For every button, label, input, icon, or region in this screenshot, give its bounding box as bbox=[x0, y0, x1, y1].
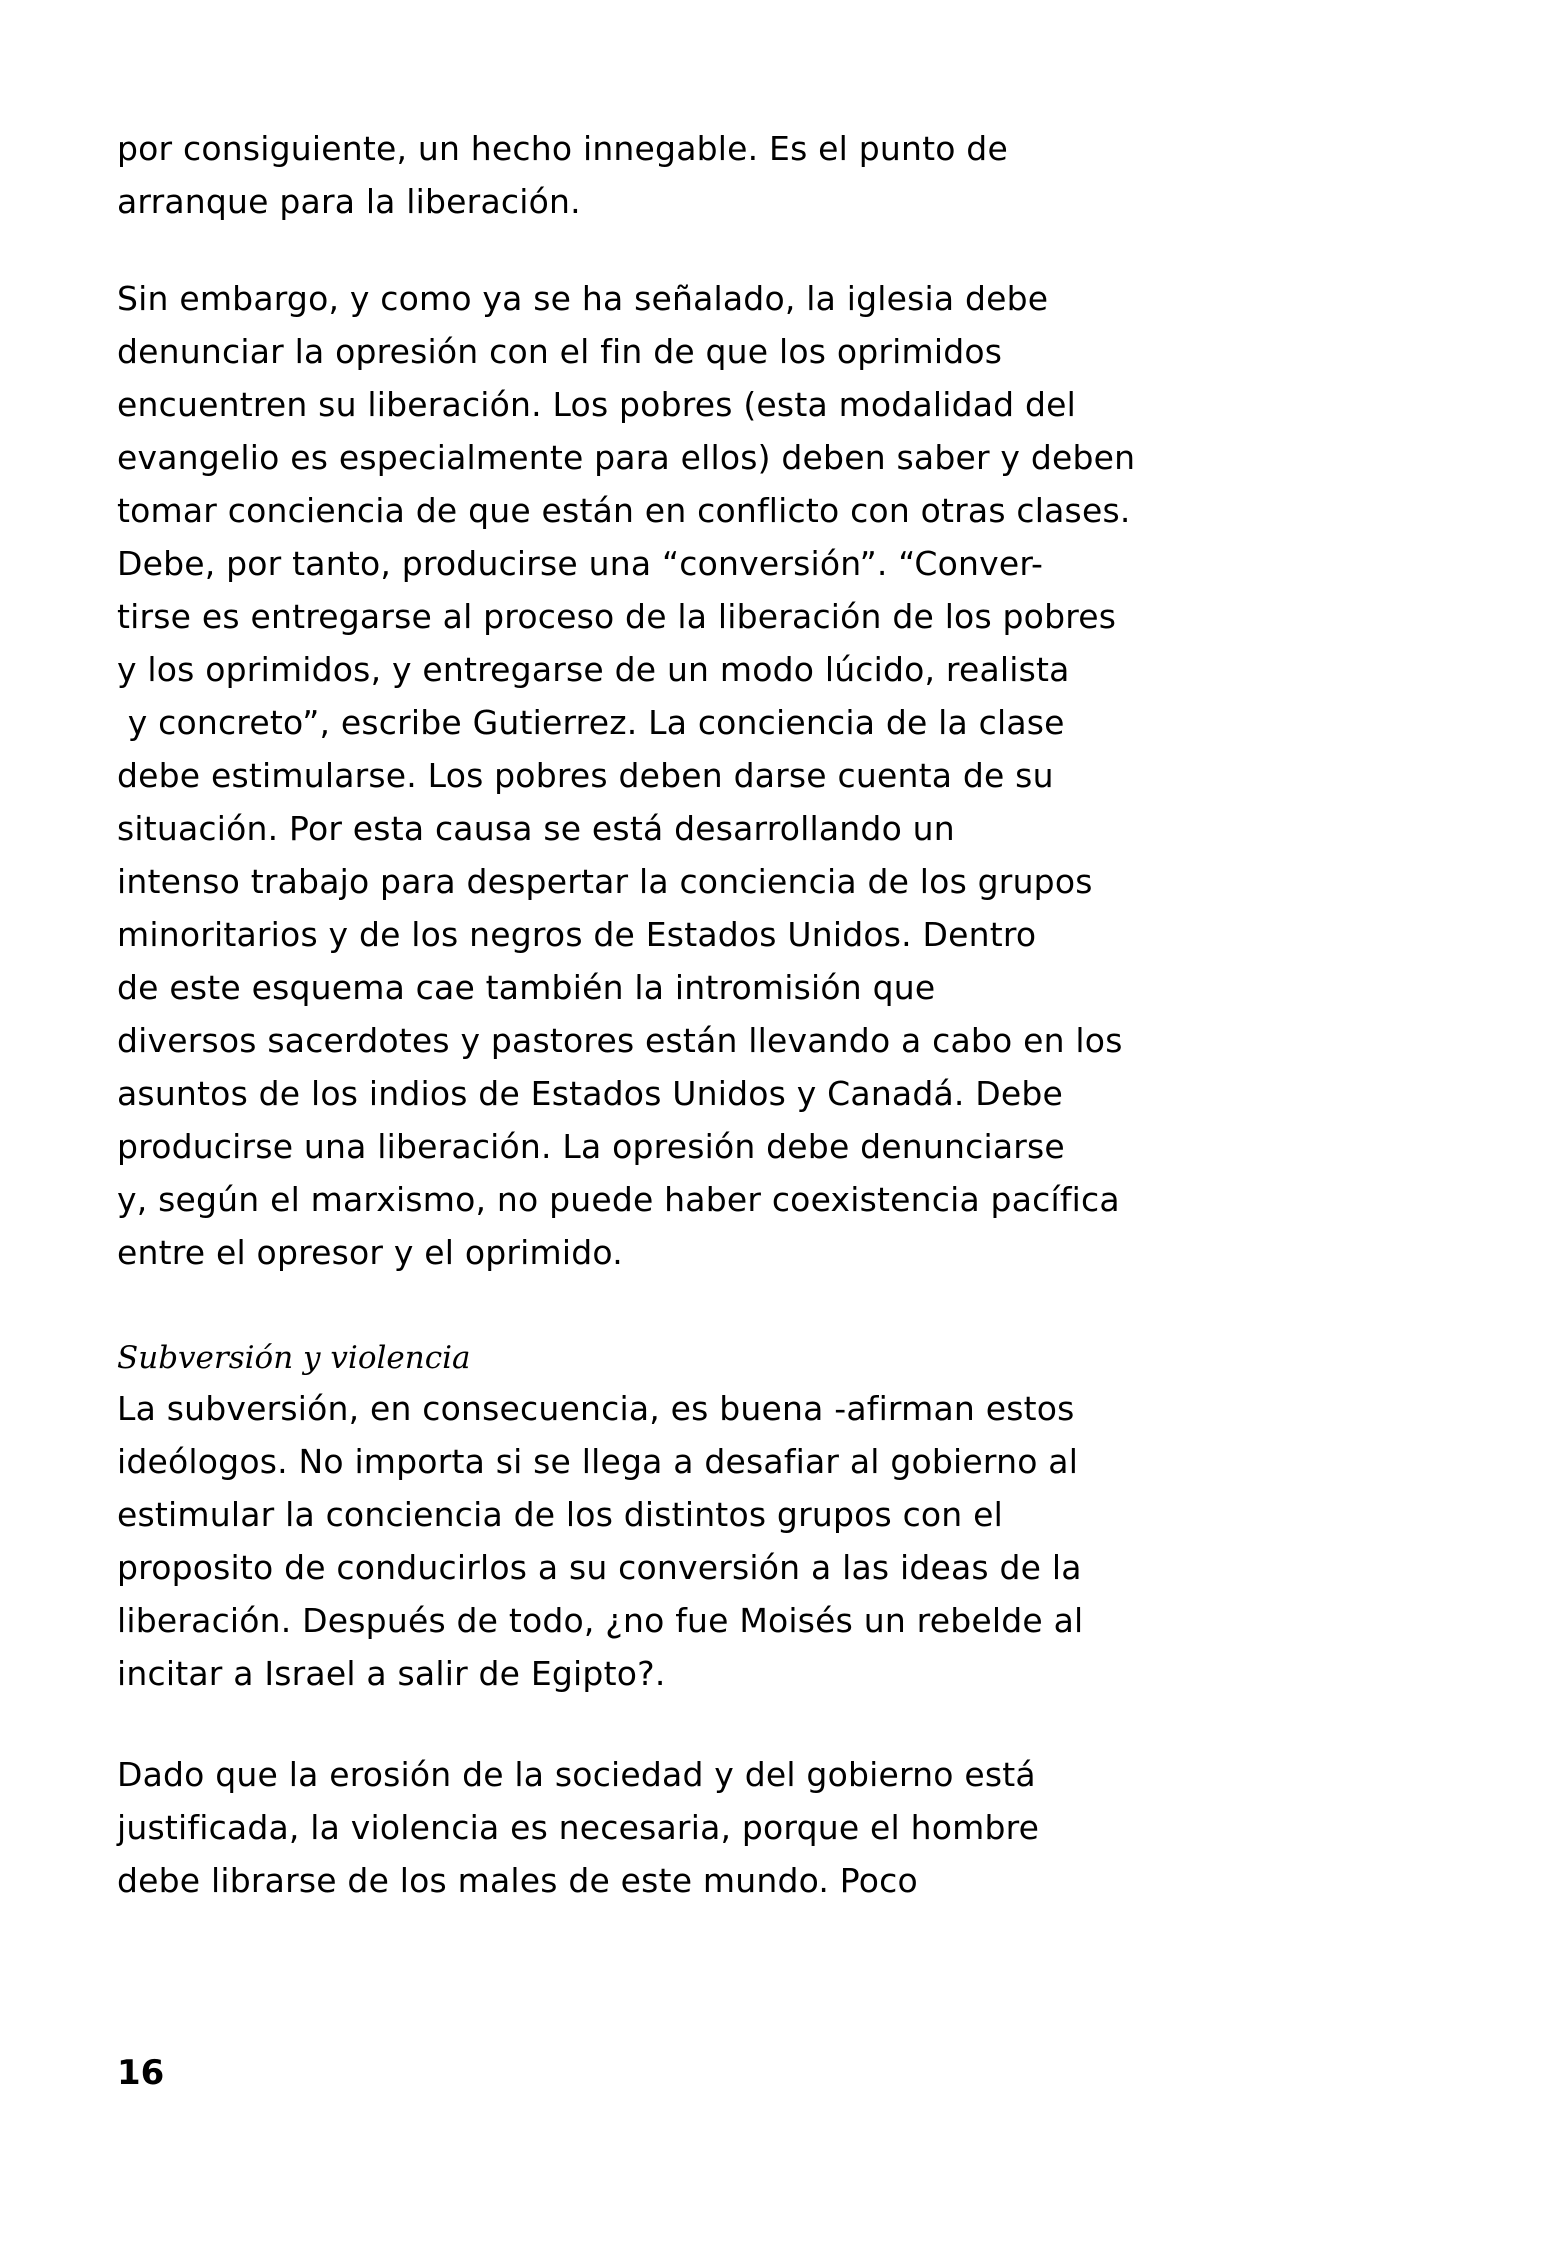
text-line: proposito de conducirlos a su conversión a las ideas de la bbox=[117, 1548, 1082, 1587]
text-line: producirse una liberación. La opresión debe denunciarse bbox=[117, 1127, 1065, 1166]
paragraph-2 bbox=[117, 272, 1257, 1279]
text-line: asuntos de los indios de Estados Unidos y Canadá. Debe bbox=[117, 1074, 1064, 1113]
text-line: y, según el marxismo, no puede haber coexistencia pacífica bbox=[117, 1180, 1120, 1219]
text-line: La subversión, en consecuencia, es buena -afirman estos bbox=[117, 1389, 1075, 1428]
text-line: de este esquema cae también la intromisión que bbox=[117, 968, 936, 1007]
text-line: y concreto”, escribe Gutierrez. La conciencia de la clase bbox=[117, 703, 1065, 742]
text-line: denunciar la opresión con el fin de que los oprimidos bbox=[117, 332, 1003, 371]
text-line: Dado que la erosión de la sociedad y del gobierno está bbox=[117, 1755, 1036, 1794]
text-line: estimular la conciencia de los distintos grupos con el bbox=[117, 1495, 1003, 1534]
text-line: tomar conciencia de que están en conflicto con otras clases. bbox=[117, 491, 1131, 530]
paragraph-3 bbox=[117, 1382, 1257, 1700]
paragraph-4 bbox=[117, 1748, 1257, 1907]
text-line: arranque para la liberación. bbox=[117, 182, 581, 221]
text-line: diversos sacerdotes y pastores están llevando a cabo en los bbox=[117, 1021, 1123, 1060]
text-line: tirse es entregarse al proceso de la liberación de los pobres bbox=[117, 597, 1117, 636]
text-line: evangelio es especialmente para ellos) deben saber y deben bbox=[117, 438, 1136, 477]
text-line: situación. Por esta causa se está desarrollando un bbox=[117, 809, 955, 848]
text-line: intenso trabajo para despertar la conciencia de los grupos bbox=[117, 862, 1093, 901]
text-line: y los oprimidos, y entregarse de un modo lúcido, realista bbox=[117, 650, 1070, 689]
text-line: encuentren su liberación. Los pobres (esta modalidad del bbox=[117, 385, 1077, 424]
text-line: justificada, la violencia es necesaria, porque el hombre bbox=[117, 1808, 1040, 1847]
text-line: liberación. Después de todo, ¿no fue Moisés un rebelde al bbox=[117, 1601, 1084, 1640]
paragraph-1 bbox=[117, 122, 1257, 228]
text-line: debe librarse de los males de este mundo. Poco bbox=[117, 1861, 918, 1900]
text-line: entre el opresor y el oprimido. bbox=[117, 1233, 623, 1272]
text-line: Sin embargo, y como ya se ha señalado, la iglesia debe bbox=[117, 279, 1049, 318]
text-line: ideólogos. No importa si se llega a desafiar al gobierno al bbox=[117, 1442, 1079, 1481]
text-line: incitar a Israel a salir de Egipto?. bbox=[117, 1654, 666, 1693]
text-line: minoritarios y de los negros de Estados Unidos. Dentro bbox=[117, 915, 1037, 954]
text-line: Debe, por tanto, producirse una “conversión”. “Conver- bbox=[117, 544, 1044, 583]
text-line: por consiguiente, un hecho innegable. Es el punto de bbox=[117, 129, 1008, 168]
section-heading: Subversión y violencia bbox=[117, 1340, 471, 1376]
text-line: debe estimularse. Los pobres deben darse cuenta de su bbox=[117, 756, 1054, 795]
page-number: 16 bbox=[117, 2053, 165, 2093]
